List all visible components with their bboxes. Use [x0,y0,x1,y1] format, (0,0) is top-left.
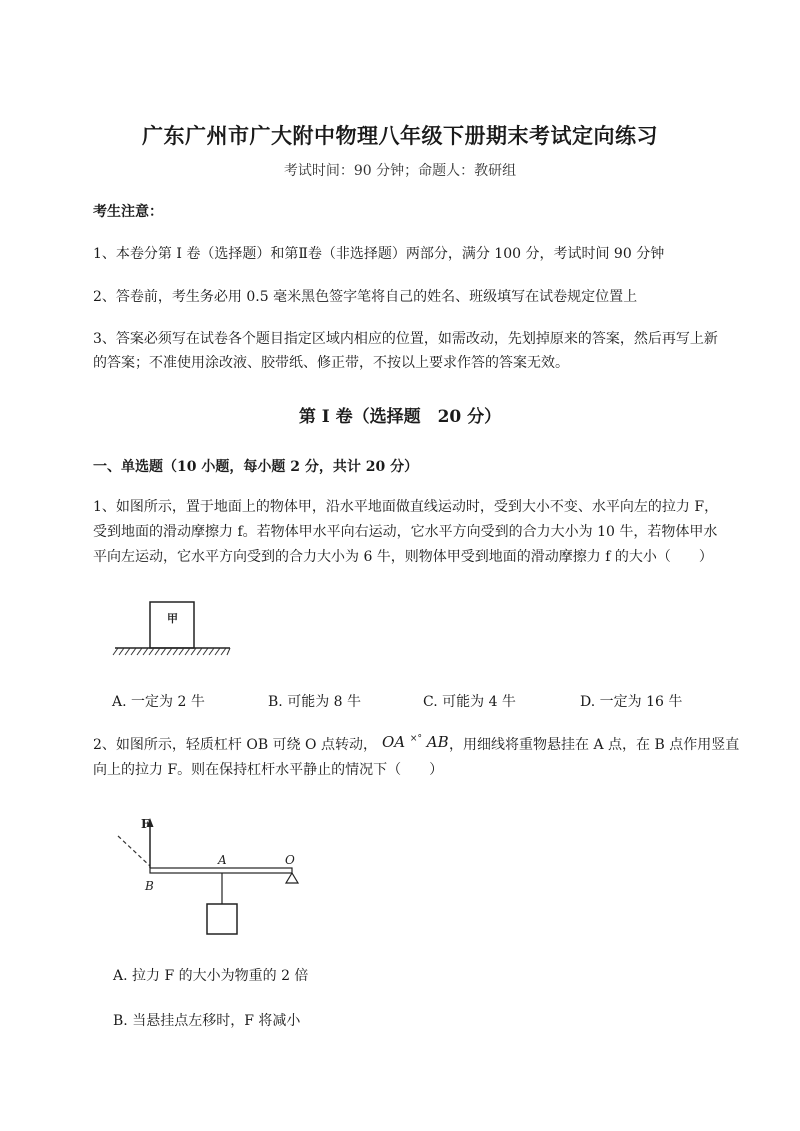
notice-item-1: 1、本卷分第 I 卷（选择题）和第Ⅱ卷（非选择题）两部分，满分 100 分，考试时间 90 分钟 [93,246,665,262]
ground-hatching [113,648,230,655]
label-f: F [141,817,150,831]
q2-text-line-1a: 2、如图所示，轻质杠杆 OB 可绕 O 点转动， [93,737,377,753]
notice-item-2: 2、答卷前，考生务必用 0.5 毫米黑色签字笔将自己的姓名、班级填写在试卷规定位置上 [93,289,638,305]
block-jia [150,602,194,648]
dashed-force-line [118,836,150,866]
q2-formula [382,733,449,751]
lever-bar [150,868,292,873]
q1-text-line-2: 受到地面的滑动摩擦力 f。若物体甲水平向右运动，它水平方向受到的合力大小为 10 牛，若物体甲水 [93,524,718,540]
formula-relation: ×° [409,734,422,744]
q1-option-b[interactable]: B. 可能为 8 牛 [268,694,361,710]
section-heading: 一、单选题（10 小题，每小题 2 分，共计 20 分） [93,459,419,475]
formula-oa: OA [382,733,406,751]
q2-option-b[interactable]: B. 当悬挂点左移时，F 将减小 [113,1013,301,1029]
q1-text-line-3: 平向左运动，它水平方向受到的合力大小为 6 牛，则物体甲受到地面的滑动摩擦力 f 的大小（ ） [93,549,713,565]
notice-item-3-line-2: 的答案；不准使用涂改液、胶带纸、修正带，不按以上要求作答的答案无效。 [93,355,569,371]
q2-option-a[interactable]: A. 拉力 F 的大小为物重的 2 倍 [113,968,309,984]
block-label: 甲 [167,612,178,625]
q2-text-line-2: 向上的拉力 F。则在保持杠杆水平静止的情况下（ ） [93,762,444,778]
q2-text-line-1b: ，用细线将重物悬挂在 A 点，在 B 点作用竖直 [449,737,740,753]
q2-lever-figure [108,806,318,942]
q1-option-a[interactable]: A. 一定为 2 牛 [112,694,205,710]
label-a: A [218,853,227,867]
q1-figure [110,596,240,662]
q1-text-line-1: 1、如图所示，置于地面上的物体甲，沿水平地面做直线运动时，受到大小不变、水平向左的拉力 F， [93,499,719,515]
q1-option-d[interactable]: D. 一定为 16 牛 [580,694,683,710]
page-title: 广东广州市广大附中物理八年级下册期末考试定向练习 [142,123,658,148]
exam-meta: 考试时间：90 分钟；命题人：教研组 [283,163,517,179]
q1-option-c[interactable]: C. 可能为 4 牛 [423,694,516,710]
weight-block [207,904,237,934]
notice-heading: 考生注意： [93,204,163,220]
label-o: O [285,853,295,867]
pivot-o [286,873,298,883]
label-b: B [145,879,154,893]
formula-ab: AB [426,733,449,751]
section-title: 第 I 卷（选择题 20 分） [298,407,502,427]
notice-item-3-line-1: 3、答案必须写在试卷各个题目指定区域内相应的位置，如需改动，先划掉原来的答案，然后再写上新 [93,331,718,347]
